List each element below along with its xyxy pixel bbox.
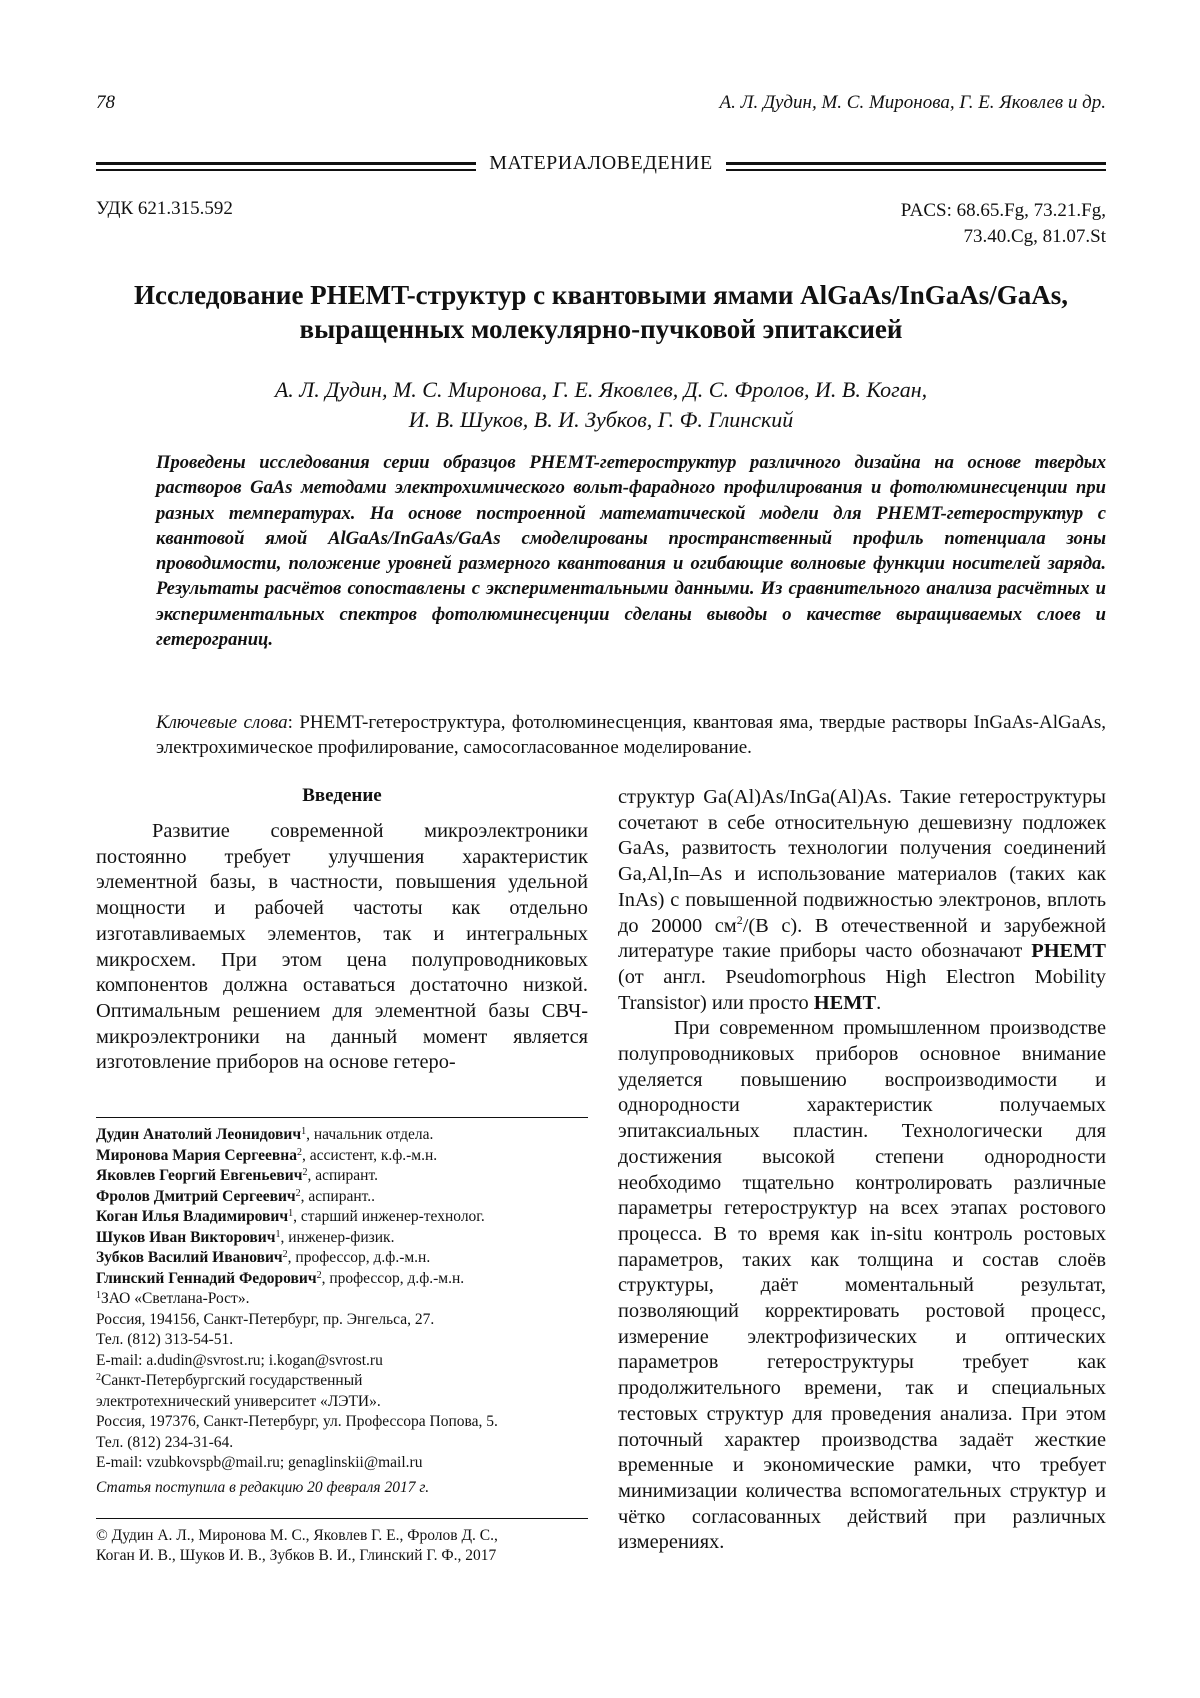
footnote-author-name: Фролов Дмитрий Сергеевич <box>96 1187 296 1205</box>
bold-term: HEMT <box>813 991 877 1014</box>
left-column <box>96 785 588 1076</box>
footnote-author-name: Дудин Анатолий Леонидович <box>96 1126 302 1143</box>
keywords-label: Ключевые слова <box>156 712 288 733</box>
footnote-author-name: Миронова Мария Сергеевна <box>96 1146 297 1164</box>
superscript: 2 <box>302 1167 308 1178</box>
superscript: 2 <box>296 1146 302 1158</box>
intro-heading: Введение <box>302 785 382 806</box>
text-run: (от англ. Pseudomorphous High Electron Mobility Transistor) или просто <box>618 965 1106 1014</box>
footnote-author-line <box>96 1207 588 1228</box>
copyright-divider <box>96 1518 588 1519</box>
running-head <box>96 92 1106 120</box>
footnote-author-name: Шуков Иван Викторович <box>96 1228 276 1246</box>
udk-code: УДК 621.315.592 <box>96 198 233 219</box>
footnote-author-list <box>96 1125 588 1289</box>
affiliation-name: Санкт-Петербургский государственный <box>101 1372 363 1389</box>
affiliation-email: E-mail: a.dudin@svrost.ru; i.kogan@svrost.ru <box>96 1351 383 1369</box>
text-run: структур Ga(Al)As/InGa(Al)As. Такие гетероструктуры сочетают в себе относительную дешевизну подложек GaAs, развитость технологии получения соединений Ga,Al,In–As и использование материалов (таких как InAs) с повышенной подвижностью электронов, вплоть до 20000 см <box>618 786 1106 937</box>
affiliation-address: Россия, 197376, Санкт-Петербург, ул. Профессора Попова, 5. <box>96 1413 498 1430</box>
footnote-author-line <box>96 1228 588 1249</box>
body-paragraph <box>618 785 1106 1016</box>
section-rule-left <box>96 162 476 171</box>
superscript: 2 <box>282 1249 288 1260</box>
affiliation-phone: Тел. (812) 313-54-51. <box>96 1331 234 1348</box>
affiliation-2 <box>96 1371 588 1392</box>
section-rule-right <box>726 162 1106 171</box>
affiliation-email: E-mail: vzubkovspb@mail.ru; genaglinskii@mail.ru <box>96 1454 423 1471</box>
superscript: 1 <box>288 1208 294 1219</box>
footnote-divider <box>96 1117 588 1118</box>
author-line: А. Л. Дудин, М. С. Миронова, Г. Е. Яковлев, Д. С. Фролов, И. В. Коган, <box>274 377 928 402</box>
footnote-author-role: , профессор, д.ф.-м.н. <box>287 1249 431 1266</box>
copyright <box>96 1526 588 1566</box>
keywords <box>156 710 1106 760</box>
footnote-author-line <box>96 1166 588 1187</box>
author-list <box>96 375 1106 435</box>
footnote-author-role: , аспирант. <box>307 1167 378 1184</box>
body-paragraph: При современном промышленном производстве полупроводниковых приборов основное внимание уделяется повышению воспроизводимости и однородности характеристик получаемых эпитаксиальных пластин. Технологически для достижения высокой степени однородности необходимо тщательно контролировать различные параметры гетероструктур на всех этапах ростового процесса. В то время как in-situ контроль ростовых параметров, таких как толщина и состав слоёв структуры, даёт моментальный результат, позволяющий корректировать ростовой процесс, измерение электрофизических и оптических параметров гетероструктуры требует как продолжительного времени, так и специальных тестовых структур для проведения анализа. При этом поточный характер производства задаёт жесткие временные и экономические рамки, что требует минимизации количества вспомогательных структур и чётко согласованных действий при различных измерениях. <box>618 1017 1106 1554</box>
section-header <box>96 152 1106 180</box>
text-run: /(В с). В отечественной и зарубежной литературе такие приборы часто обозначают <box>618 914 1106 963</box>
superscript: 1 <box>96 1290 101 1301</box>
affiliation-phone: Тел. (812) 234-31-64. <box>96 1433 234 1451</box>
superscript: 2 <box>96 1372 101 1383</box>
article-title <box>96 278 1106 346</box>
received-date: Статья поступила в редакцию 20 февраля 2017 г. <box>96 1478 430 1496</box>
superscript: 2 <box>295 1187 301 1199</box>
footnote-author-role: , профессор, д.ф.-м.н. <box>321 1269 465 1287</box>
superscript: 1 <box>301 1126 307 1137</box>
footnote-author-name: Зубков Василий Иванович <box>96 1249 283 1266</box>
title-line: выращенных молекулярно-пучковой эпитаксией <box>299 314 903 344</box>
footnote-author-role: , старший инженер-технолог. <box>293 1208 485 1225</box>
affiliation-address: Россия, 194156, Санкт-Петербург, пр. Энгельса, 27. <box>96 1310 435 1328</box>
pacs-line: 73.40.Cg, 81.07.St <box>963 226 1106 247</box>
footnote-author-line <box>96 1248 588 1269</box>
footnote-author-line <box>96 1187 588 1208</box>
right-column <box>618 785 1106 1556</box>
keywords-text: : PHEMT-гетероструктура, фотолюминесценция, квантовая яма, твердые растворы InGaAs-AlGaAs, электрохимическое профилирование, самосогласованное моделирование. <box>156 712 1106 758</box>
superscript: 2 <box>736 912 743 927</box>
abstract: Проведены исследования серии образцов PHEMT-гетероструктур различного дизайна на основе твердых растворов GaAs методами электрохимического вольт-фарадного профилирования и фотолюминесценции при разных температурах. На основе построенной математической модели для PHEMT-гетероструктур с квантовой ямой AlGaAs/InGaAs/GaAs смоделированы пространственный профиль потенциала зоны проводимости, положение уровней размерного квантования и огибающие волновые функции носителей заряда. Результаты расчётов сопоставлены с экспериментальными данными. Из сравнительного анализа расчётных и экспериментальных спектров фотолюминесценции сделаны выводы о качестве выращиваемых слоев и гетерограниц. <box>156 452 1106 651</box>
footnote-author-name: Яковлев Георгий Евгеньевич <box>96 1167 303 1184</box>
superscript: 1 <box>275 1228 281 1240</box>
copyright-line: Коган И. В., Шуков И. В., Зубков В. И., Глинский Г. Ф., 2017 <box>96 1547 497 1564</box>
running-head-authors: А. Л. Дудин, М. С. Миронова, Г. Е. Яковлев и др. <box>719 92 1106 113</box>
affiliation-1 <box>96 1289 588 1310</box>
affiliation-name-cont: электротехнический университет «ЛЭТИ». <box>96 1392 381 1410</box>
page-number: 78 <box>96 92 115 113</box>
author-footnotes <box>96 1125 588 1498</box>
copyright-line: © Дудин А. Л., Миронова М. С., Яковлев Г. Е., Фролов Д. С., <box>96 1527 498 1544</box>
pacs-codes <box>901 198 1106 250</box>
footnote-author-line <box>96 1269 588 1290</box>
footnote-author-role: , аспирант.. <box>300 1187 376 1205</box>
footnote-author-line <box>96 1146 588 1167</box>
text-run: . <box>876 991 882 1014</box>
footnote-author-name: Глинский Геннадий Федорович <box>96 1269 317 1287</box>
pacs-line: PACS: 68.65.Fg, 73.21.Fg, <box>900 200 1106 221</box>
affiliation-name: ЗАО «Светлана-Рост». <box>101 1290 250 1307</box>
footnote-author-name: Коган Илья Владимирович <box>96 1208 289 1225</box>
intro-paragraph: Развитие современной микроэлектроники постоянно требует улучшения характеристик элементной базы, в частности, повышения удельной мощности и рабочей частоты как отдельно изготавливаемых элементов, так и интегральных микросхем. При этом цена полупроводниковых компонентов должна оставаться достаточно низкой. Оптимальным решением для элементной базы СВЧ-микроэлектроники на данный момент является изготовление приборов на основе гетеро- <box>96 820 588 1074</box>
author-line: И. В. Шуков, В. И. Зубков, Г. Ф. Глинский <box>408 407 794 432</box>
footnote-author-role: , начальник отдела. <box>306 1126 434 1143</box>
bold-term: PHEMT <box>1031 940 1106 963</box>
footnote-author-line <box>96 1125 588 1146</box>
footnote-author-role: , ассистент, к.ф.-м.н. <box>301 1146 438 1164</box>
title-line: Исследование PHEMT-структур с квантовыми ямами AlGaAs/InGaAs/GaAs, <box>134 280 1068 310</box>
footnote-author-role: , инженер-физик. <box>280 1228 395 1246</box>
superscript: 2 <box>316 1269 322 1281</box>
section-label: МАТЕРИАЛОВЕДЕНИЕ <box>489 152 713 174</box>
